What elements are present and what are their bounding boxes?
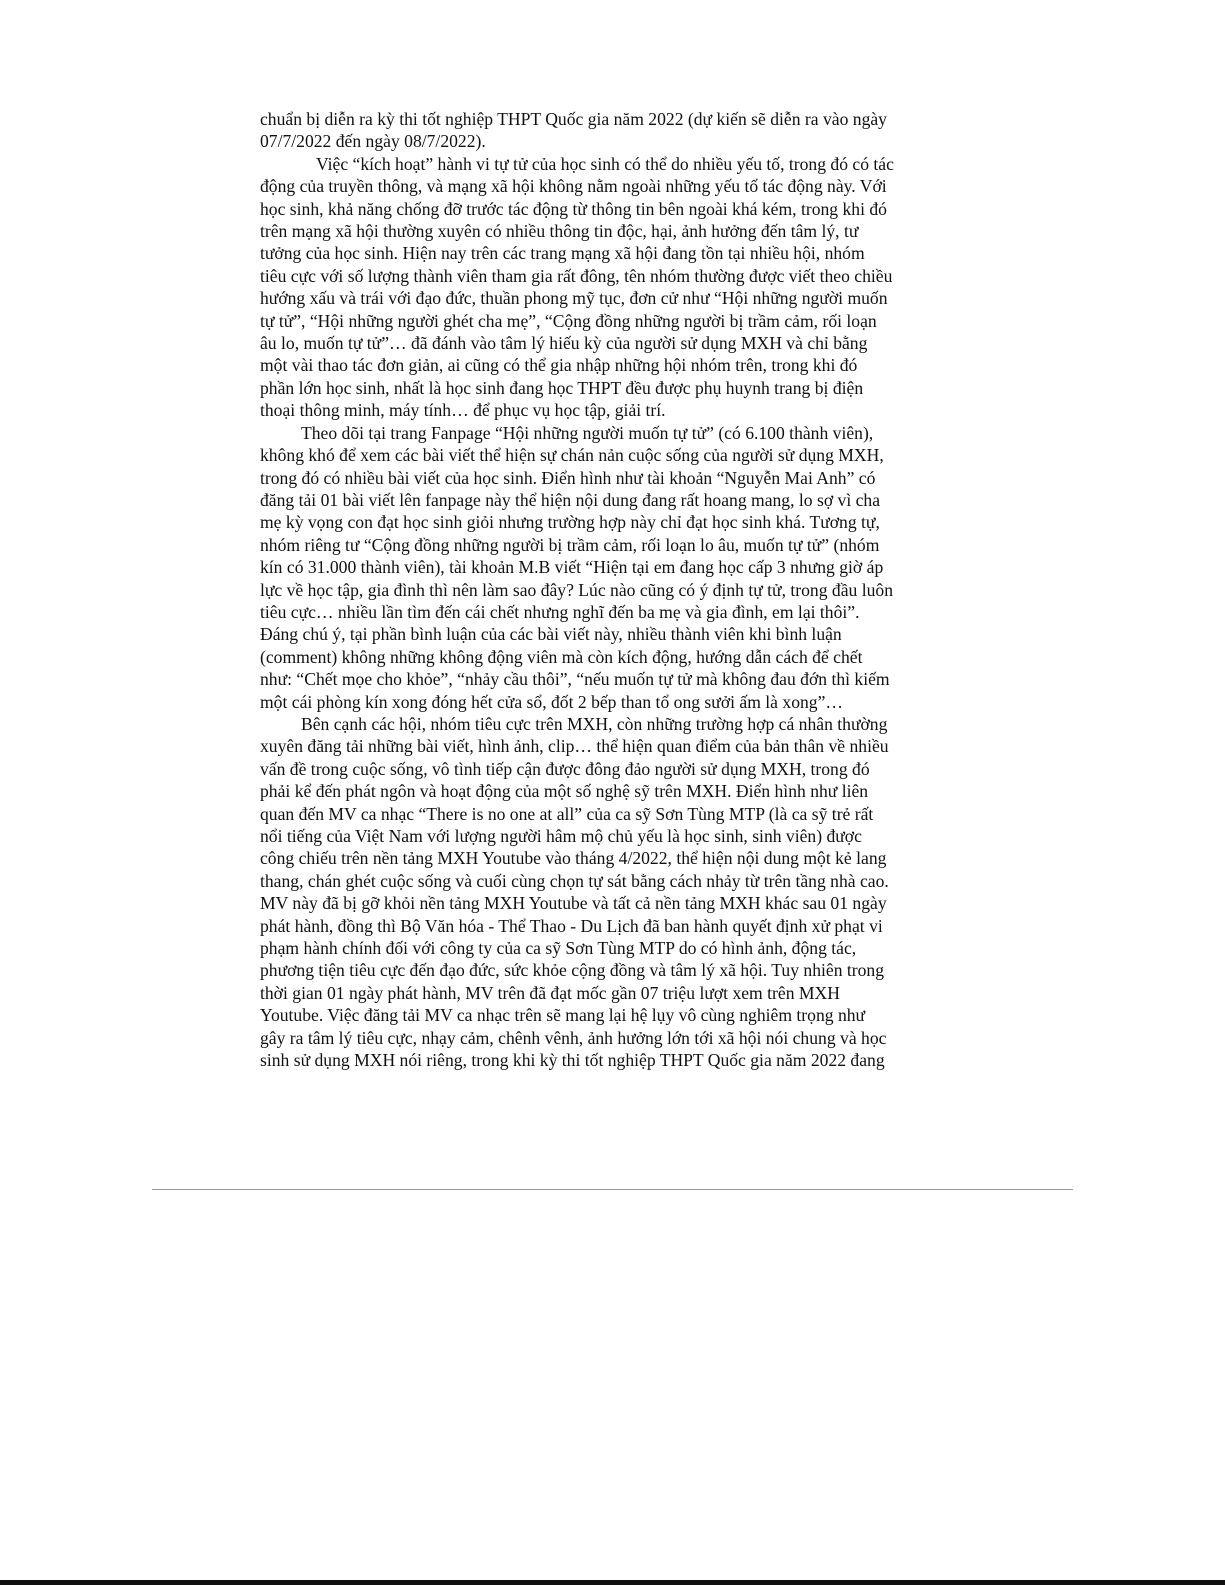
window-bottom-edge	[0, 1580, 1225, 1585]
paragraph-2	[260, 153, 962, 422]
text-line: Theo dõi tại trang Fanpage “Hội những người muốn tự tử” (có 6.100 thành viên),	[301, 422, 874, 443]
text-line: một cái phòng kín xong đóng hết cửa sổ, đốt 2 bếp than tổ ong sưởi ấm là xong”…	[260, 691, 843, 712]
text-line: phát hành, đồng thì Bộ Văn hóa - Thể Thao - Du Lịch đã ban hành quyết định xử phạt vi	[260, 915, 883, 936]
text-line: sinh sử dụng MXH nói riêng, trong khi kỳ thi tốt nghiệp THPT Quốc gia năm 2022 đang	[260, 1050, 885, 1071]
text-line: gây ra tâm lý tiêu cực, nhạy cảm, chênh vênh, ảnh hưởng lớn tới xã hội nói chung và học	[260, 1027, 887, 1048]
text-line: tự tử”, “Hội những người ghét cha mẹ”, “Cộng đồng những người bị trầm cảm, rối loạn	[260, 310, 877, 331]
paragraph-3	[260, 422, 962, 713]
text-line: học sinh, khả năng chống đỡ trước tác động từ thông tin bên ngoài khá kém, trong khi đó	[260, 198, 887, 219]
text-line: Đáng chú ý, tại phần bình luận của các bài viết này, nhiều thành viên khi bình luận	[260, 624, 842, 645]
text-line: MV này đã bị gỡ khỏi nền tảng MXH Youtube và tất cả nền tảng MXH khác sau 01 ngày	[260, 893, 887, 914]
text-line: trong đó có nhiều bài viết của học sinh. Điển hình như tài khoản “Nguyễn Mai Anh” có	[260, 467, 876, 488]
text-line: phải kể đến phát ngôn và hoạt động của một số nghệ sỹ trên MXH. Điển hình như liên	[260, 781, 869, 802]
text-line: động của truyền thông, và mạng xã hội không nằm ngoài những yếu tố tác động này. Với	[260, 176, 887, 197]
text-line: (comment) không những không động viên mà còn kích động, hướng dẫn cách để chết	[260, 646, 863, 667]
text-line: phần lớn học sinh, nhất là học sinh đang học THPT đều được phụ huynh trang bị điện	[260, 377, 864, 398]
text-line: kín có 31.000 thành viên), tài khoản M.B viết “Hiện tại em đang học cấp 3 nhưng giờ áp	[260, 557, 884, 578]
text-line: như: “Chết mọe cho khỏe”, “nhảy cầu thôi”, “nếu muốn tự tử mà không đau đớn thì kiếm	[260, 669, 890, 690]
text-line: một vài thao tác đơn giản, ai cũng có thể gia nhập những hội nhóm trên, trong khi đó	[260, 355, 858, 376]
text-line: chuẩn bị diễn ra kỳ thi tốt nghiệp THPT Quốc gia năm 2022 (dự kiến sẽ diễn ra vào ngày	[260, 109, 887, 129]
text-line: nổi tiếng của Việt Nam với lượng người hâm mộ chủ yếu là học sinh, sinh viên) được	[260, 826, 862, 846]
text-line: xuyên đăng tải những bài viết, hình ảnh, clip… thể hiện quan điểm của bản thân về nhiều	[260, 736, 889, 757]
text-line: Youtube. Việc đăng tải MV ca nhạc trên sẽ mang lại hệ lụy vô cùng nghiêm trọng như	[260, 1005, 866, 1026]
text-line: Bên cạnh các hội, nhóm tiêu cực trên MXH, còn những trường hợp cá nhân thường	[301, 713, 888, 734]
text-line: phương tiện tiêu cực đến đạo đức, sức khỏe cộng đồng và tâm lý xã hội. Tuy nhiên trong	[260, 960, 885, 981]
text-line: công chiếu trên nền tảng MXH Youtube vào tháng 4/2022, thể hiện nội dung một kẻ lang	[260, 848, 887, 869]
document-body	[260, 108, 962, 1071]
text-line: thoại thông minh, máy tính… để phục vụ học tập, giải trí.	[260, 400, 666, 421]
text-line: tưởng của học sinh. Hiện nay trên các trang mạng xã hội đang tồn tại nhiều hội, nhóm	[260, 243, 865, 264]
text-line: Việc “kích hoạt” hành vi tự tử của học sinh có thể do nhiều yếu tố, trong đó có tác	[316, 153, 894, 174]
text-line: phạm hành chính đối với công ty của ca sỹ Sơn Tùng MTP do có hình ảnh, động tác,	[260, 938, 857, 959]
text-line: 07/7/2022 đến ngày 08/7/2022).	[260, 131, 486, 152]
text-line: hướng xấu và trái với đạo đức, thuần phong mỹ tục, đơn cử như “Hội những người muốn	[260, 288, 888, 309]
text-line: vấn đề trong cuộc sống, vô tình tiếp cận được đông đảo người sử dụng MXH, trong đó	[260, 758, 870, 779]
text-line: đăng tải 01 bài viết lên fanpage này thể hiện nội dung đang rất hoang mang, lo sợ vì cha	[260, 489, 881, 510]
text-line: mẹ kỳ vọng con đạt học sinh giỏi nhưng trường hợp này chỉ đạt học sinh khá. Tương tự,	[260, 512, 880, 533]
paragraph-4	[260, 713, 962, 1072]
text-line: lực về học tập, gia đình thì nên làm sao đây? Lúc nào cũng có ý định tự tử, trong đầu luôn	[260, 579, 893, 600]
text-line: không khó để xem các bài viết thể hiện sự chán nản cuộc sống của người sử dụng MXH,	[260, 445, 884, 466]
text-line: trên mạng xã hội thường xuyên có nhiều thông tin độc, hại, ảnh hưởng đến tâm lý, tư	[260, 221, 859, 242]
paragraph-1	[260, 108, 962, 153]
text-line: nhóm riêng tư “Cộng đồng những người bị trầm cảm, rối loạn lo âu, muốn tự tử” (nhóm	[260, 534, 880, 555]
text-line: quan đến MV ca nhạc “There is no one at all” của ca sỹ Sơn Tùng MTP (là ca sỹ trẻ rất	[260, 803, 874, 824]
text-line: tiêu cực với số lượng thành viên tham gia rất đông, tên nhóm thường được viết theo chiều	[260, 265, 893, 286]
page-divider	[152, 1189, 1073, 1190]
text-line: thang, chán ghét cuộc sống và cuối cùng chọn tự sát bằng cách nhảy từ trên tầng nhà cao.	[260, 870, 889, 891]
text-line: thời gian 01 ngày phát hành, MV trên đã đạt mốc gần 07 triệu lượt xem trên MXH	[260, 982, 840, 1003]
text-line: âu lo, muốn tự tử”… đã đánh vào tâm lý hiếu kỳ của người sử dụng MXH và chỉ bằng	[260, 333, 868, 354]
text-line: tiêu cực… nhiều lần tìm đến cái chết nhưng nghĩ đến ba mẹ và gia đình, em lại thôi”.	[260, 601, 860, 622]
